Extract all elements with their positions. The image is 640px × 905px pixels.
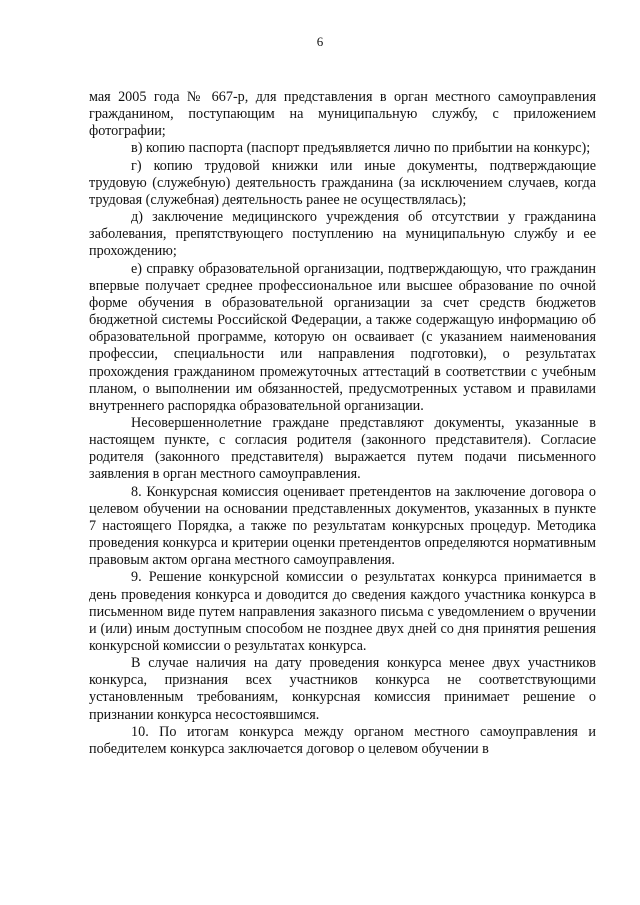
paragraph-item-v: в) копию паспорта (паспорт предъявляется лично по прибытии на конкурс);	[131, 140, 591, 157]
paragraph-item-d: д) заключение медицинского учреждения об отсутствии у гражданина заболевания, препятствующего поступлению на муниципальную службу и ее прохождению;	[89, 209, 596, 260]
document-body	[89, 89, 596, 758]
paragraph-continuation: мая 2005 года № 667-р, для представления в орган местного самоуправления гражданином, поступающим на муниципальную службу, с приложением фотографии;	[89, 89, 596, 140]
paragraph-failed-contest: В случае наличия на дату проведения конкурса менее двух участников конкурса, признания всех участников конкурса не соответствующими установленным требованиям, конкурсная комиссия принимает решение о признании конкурса несостоявшимся.	[89, 655, 596, 723]
paragraph-section-10: 10. По итогам конкурса между органом местного самоуправления и победителем конкурса заключается договор о целевом обучении в	[89, 723, 596, 757]
paragraph-section-9: 9. Решение конкурсной комиссии о результатах конкурса принимается в день проведения конкурса и доводится до сведения каждого участника конкурса в письменном виде путем направления заказного письма с уведомлением о вручении и (или) иным доступным способом не позднее двух дней со дня принятия решения конкурсной комиссии о результатах конкурса.	[89, 569, 596, 654]
paragraph-item-e: е) справку образовательной организации, подтверждающую, что гражданин впервые получает среднее профессиональное или высшее образование по очной форме обучения в образовательной организации за счет средств бюджетов бюджетной системы Российской Федерации, а также содержащую информацию об образовательной программе, которую он осваивает (с указанием наименования профессии, специальности или направления подготовки), о результатах прохождения гражданином промежуточных аттестаций в соответствии с учебным планом, о выполнении им обязанностей, предусмотренных уставом и правилами внутреннего распорядка образовательной организации.	[89, 260, 596, 414]
paragraph-section-8: 8. Конкурсная комиссия оценивает претендентов на заключение договора о целевом обучении на основании представленных документов, указанных в пункте 7 настоящего Порядка, а также по результатам конкурсных процедур. Методика проведения конкурса и критерии оценки претендентов определяются нормативным правовым актом органа местного самоуправления.	[89, 483, 596, 569]
paragraph-minors: Несовершеннолетние граждане представляют документы, указанные в настоящем пункте, с согласия родителя (законного представителя). Согласие родителя (законного представителя) выражается путем подачи письменного заявления в орган местного самоуправления.	[89, 414, 596, 483]
paragraph-item-g: г) копию трудовой книжки или иные документы, подтверждающие трудовую (служебную) деятельность гражданина (за исключением случаев, когда трудовая (служебная) деятельность ранее не осуществлялась);	[89, 157, 596, 208]
page-number: 6	[316, 34, 324, 49]
